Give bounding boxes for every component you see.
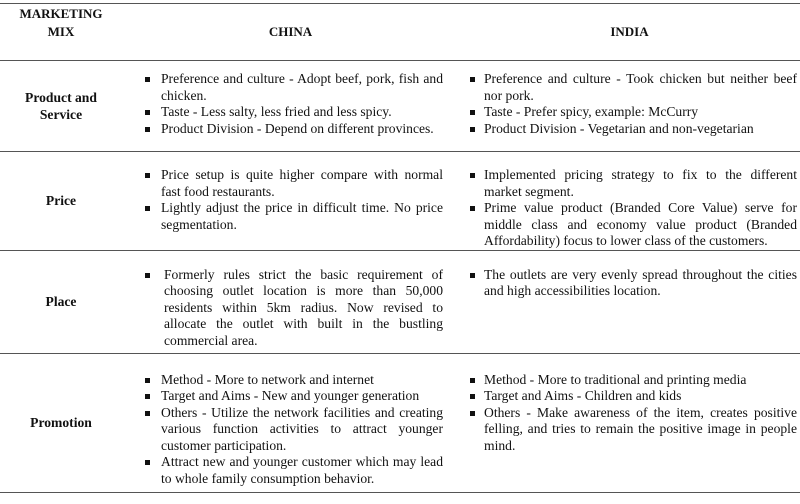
india-product-list [459,61,800,137]
row-price [0,152,800,251]
cell-india-promotion [459,353,800,492]
header-china: CHINA [122,4,459,61]
india-product-item: Taste - Prefer spicy, example: McCurry [470,104,797,121]
china-price-list [122,152,459,233]
india-product-item: Preference and culture - Took chicken but neither beef nor pork. [470,71,797,104]
table-body [0,61,800,493]
table-header [0,4,800,61]
china-promotion-item: Target and Aims - New and younger generation [143,388,443,405]
china-product-list [122,61,459,137]
india-promotion-item: Target and Aims - Children and kids [470,388,797,405]
row-place [0,250,800,353]
header-india: INDIA [459,4,800,61]
india-promotion-item: Method - More to traditional and printing media [470,372,797,389]
india-promotion-item: Others - Make awareness of the item, creates positive felling, and tries to remain the positive image in people mind. [470,405,797,455]
cell-china-product [122,61,459,152]
china-place-item: Formerly rules strict the basic requirement of choosing outlet location is more than 50,000 residents within 5km radius. Now revised to allocate the outlet with built in the bustling commercial area. [143,267,443,350]
cell-china-price [122,152,459,251]
china-price-item: Price setup is quite higher compare with normal fast food restaurants. [143,167,443,200]
china-promotion-item: Method - More to network and internet [143,372,443,389]
row-label-product-and-service: Product and Service [0,61,122,152]
china-price-item: Lightly adjust the price in difficult time. No price segmentation. [143,200,443,233]
india-price-item: Implemented pricing strategy to fix to the different market segment. [470,167,797,200]
india-place-item: The outlets are very evenly spread throughout the cities and high accessibilities location. [470,267,797,300]
india-place-list [459,251,800,300]
india-product-item: Product Division - Vegetarian and non-vegetarian [470,121,797,138]
cell-china-place [122,250,459,353]
cell-india-price [459,152,800,251]
row-product-and-service [0,61,800,152]
china-promotion-item: Others - Utilize the network facilities and creating various function activities to attract younger customer participation. [143,405,443,455]
row-label-price: Price [0,152,122,251]
header-marketing-mix-line1: MARKETING MIX [19,6,103,39]
china-product-item: Preference and culture - Adopt beef, pork, fish and chicken. [143,71,443,104]
cell-china-promotion [122,353,459,492]
china-place-list [122,251,459,350]
header-marketing-mix [0,4,122,61]
row-promotion [0,353,800,492]
china-product-item: Taste - Less salty, less fried and less spicy. [143,104,443,121]
cell-india-place [459,250,800,353]
marketing-mix-table [0,3,800,493]
cell-india-product [459,61,800,152]
china-promotion-list [122,354,459,488]
row-label-promotion: Promotion [0,353,122,492]
header-row [0,4,800,61]
row-label-place: Place [0,250,122,353]
china-promotion-item: Attract new and younger customer which may lead to whole family consumption behavior. [143,454,443,487]
india-price-item: Prime value product (Branded Core Value) serve for middle class and economy value product (Branded Affordability) focus to lower class of the customers. [470,200,797,250]
india-price-list [459,152,800,250]
china-product-item: Product Division - Depend on different provinces. [143,121,443,138]
india-promotion-list [459,354,800,455]
